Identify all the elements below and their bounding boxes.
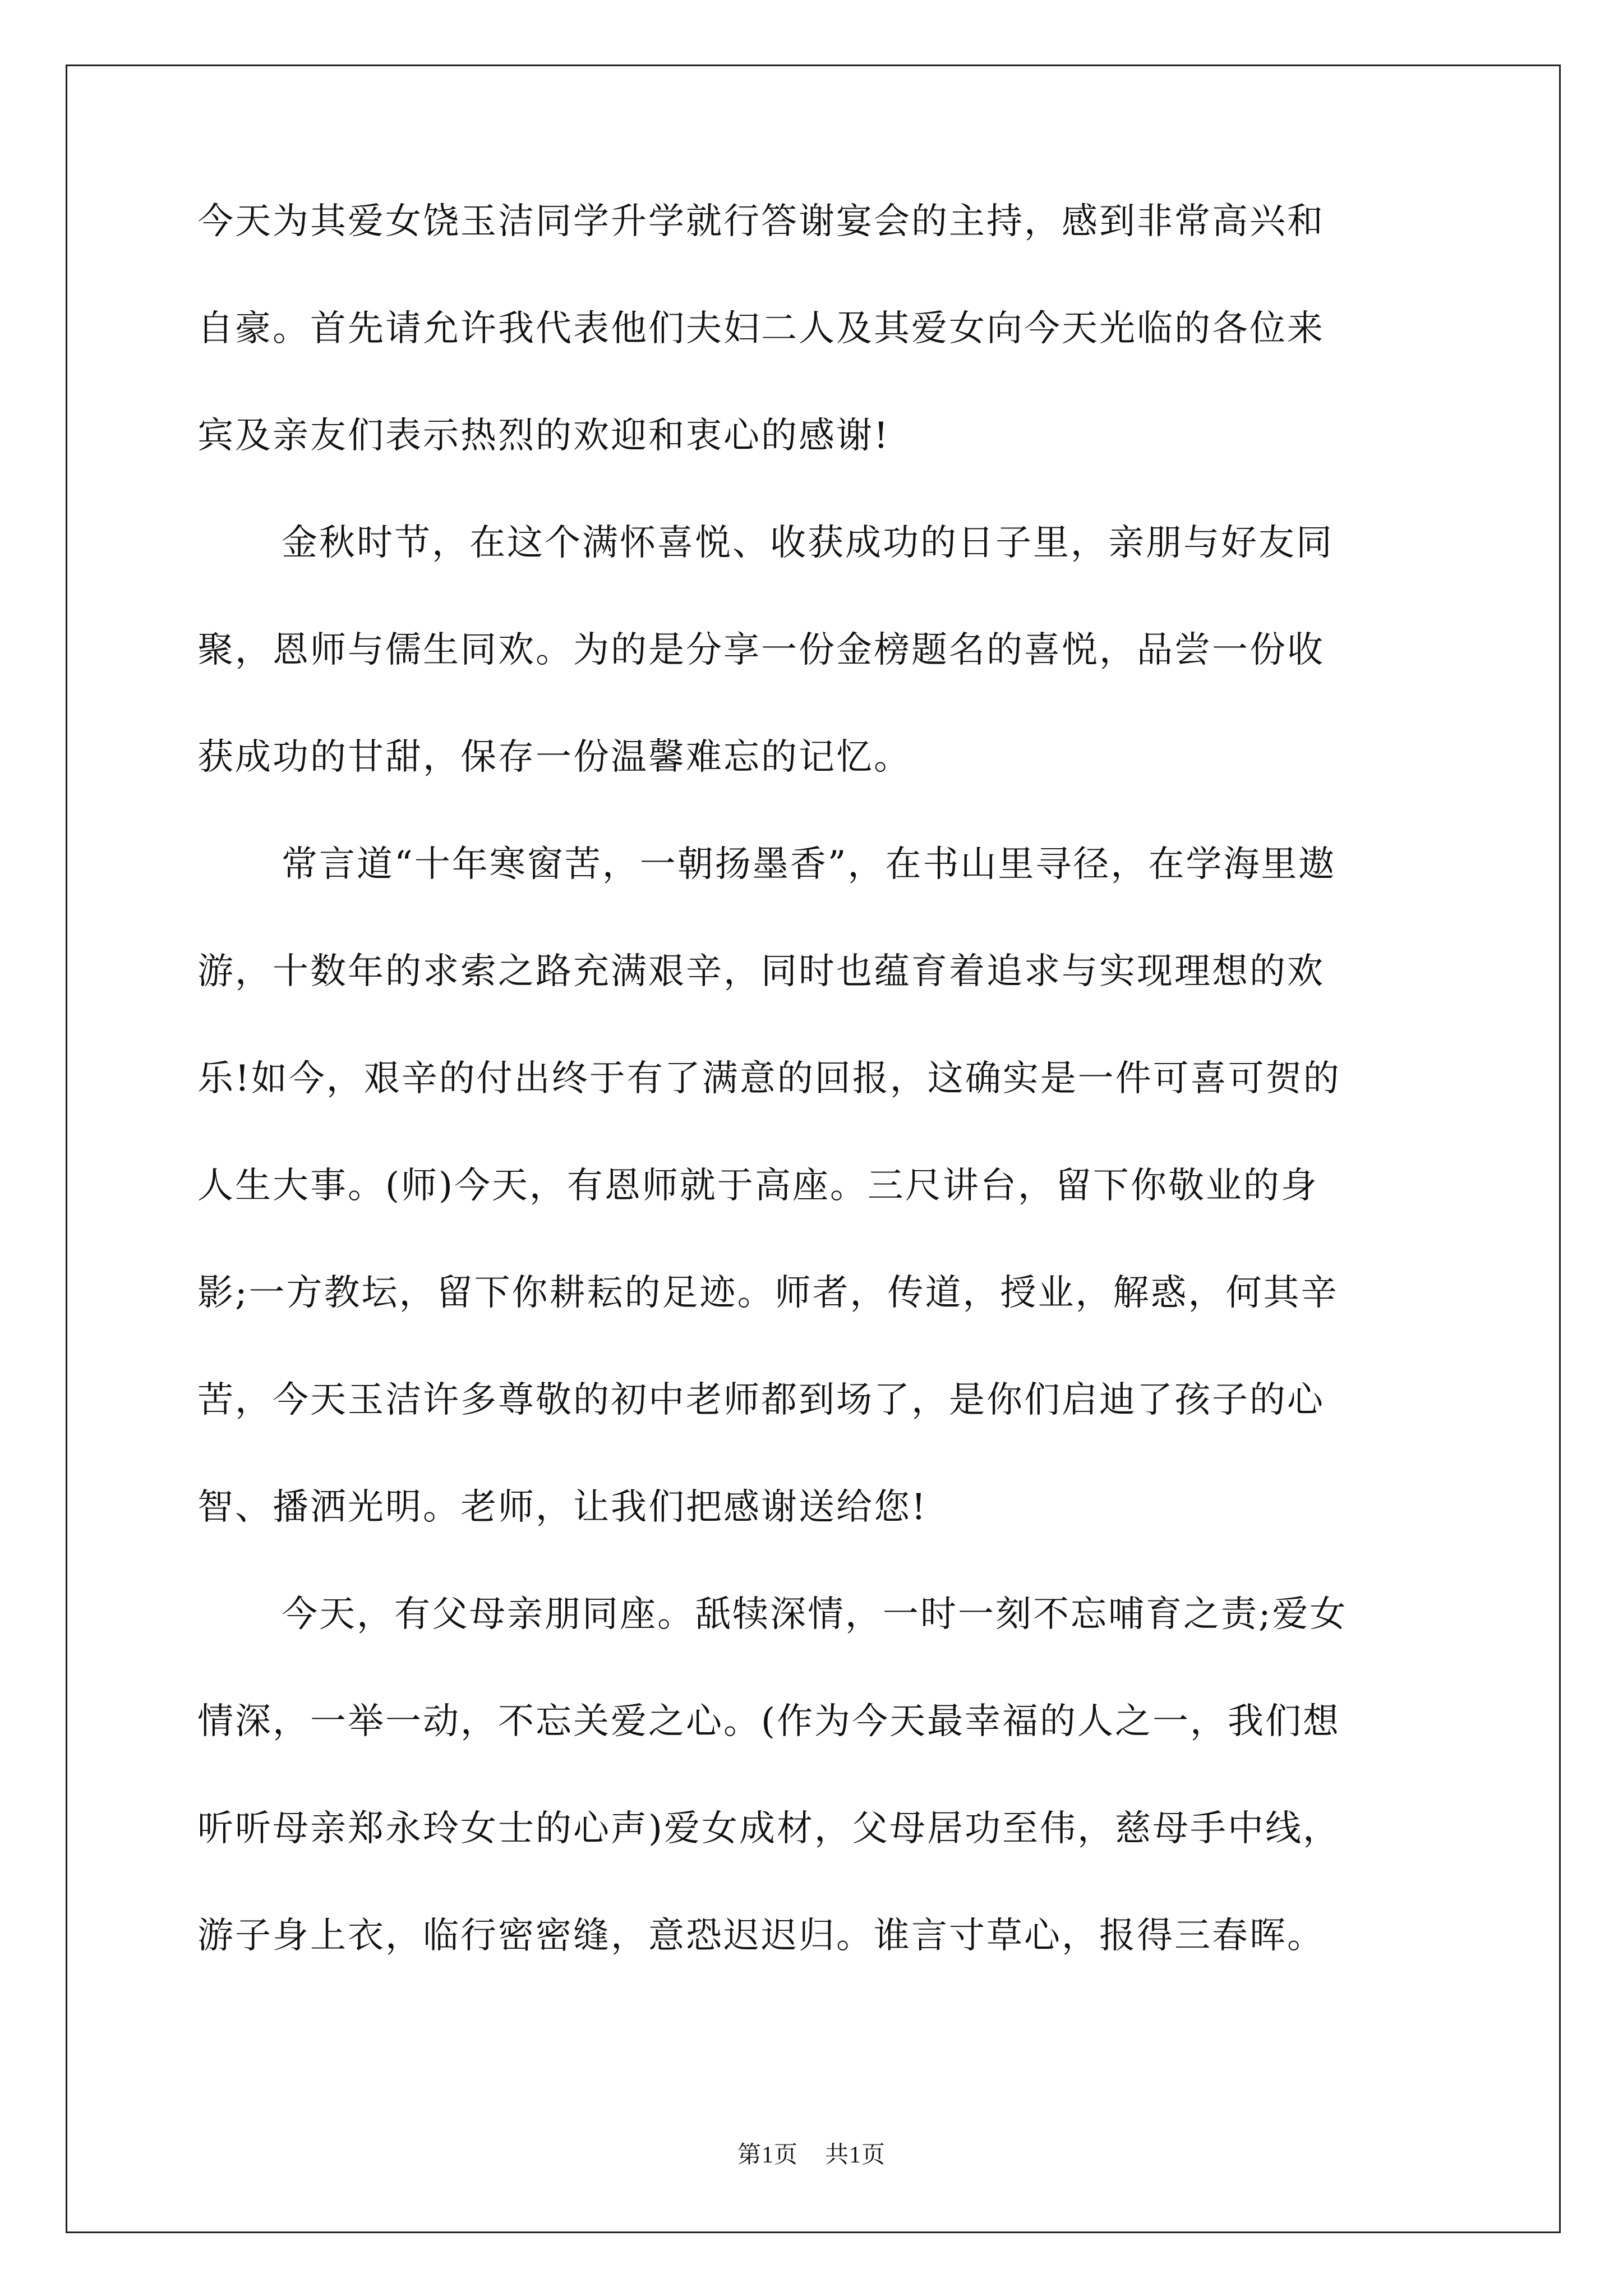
text-line: 宾及亲友们表示热烈的欢迎和衷心的感谢!: [197, 415, 890, 457]
text-line: 聚，恩师与儒生同欢。为的是分享一份金榜题名的喜悦，品尝一份收: [197, 629, 1325, 671]
text-line: 智、播洒光明。老师，让我们把感谢送给您!: [197, 1487, 928, 1528]
text-line: 听听母亲郑永玲女士的心声)爱女成材，父母居功至伟，慈母手中线，: [197, 1808, 1340, 1849]
text-line: 常言道“十年寒窗苦，一朝扬墨香”，在书山里寻径，在学海里遨: [282, 844, 1336, 885]
text-line: 苦，今天玉洁许多尊敬的初中老师都到场了，是你们启迪了孩子的心: [197, 1379, 1325, 1421]
text-line: 游子身上衣，临行密密缝，意恐迟迟归。谁言寸草心，报得三春晖。: [197, 1915, 1325, 1957]
document-body: [197, 202, 1442, 2023]
text-line: 人生大事。(师)今天，有恩师就于高座。三尺讲台，留下你敬业的身: [197, 1165, 1318, 1207]
text-line: 金秋时节，在这个满怀喜悦、收获成功的日子里，亲朋与好友同: [282, 522, 1334, 564]
page-footer: [0, 2136, 1623, 2170]
text-line: 影;一方教坛，留下你耕耘的足迹。师者，传道，授业，解惑，何其辛: [197, 1272, 1339, 1314]
text-line: 今天为其爱女饶玉洁同学升学就行答谢宴会的主持，感到非常高兴和: [197, 201, 1325, 242]
text-line: 游，十数年的求索之路充满艰辛，同时也蕴育着追求与实现理想的欢: [197, 951, 1325, 992]
text-line: 情深，一举一动，不忘关爱之心。(作为今天最幸福的人之一，我们想: [197, 1701, 1340, 1742]
text-line: 乐!如今，艰辛的付出终于有了满意的回报，这确实是一件可喜可贺的: [197, 1058, 1341, 1099]
page-number: 第1页: [737, 2142, 798, 2168]
text-line: 自豪。首先请允许我代表他们夫妇二人及其爱女向今天光临的各位来: [197, 308, 1325, 349]
text-line: 获成功的甘甜，保存一份温馨难忘的记忆。: [197, 737, 911, 778]
text-line: 今天，有父母亲朋同座。舐犊深情，一时一刻不忘哺育之责;爱女: [282, 1594, 1348, 1635]
page-total: 共1页: [825, 2142, 886, 2168]
